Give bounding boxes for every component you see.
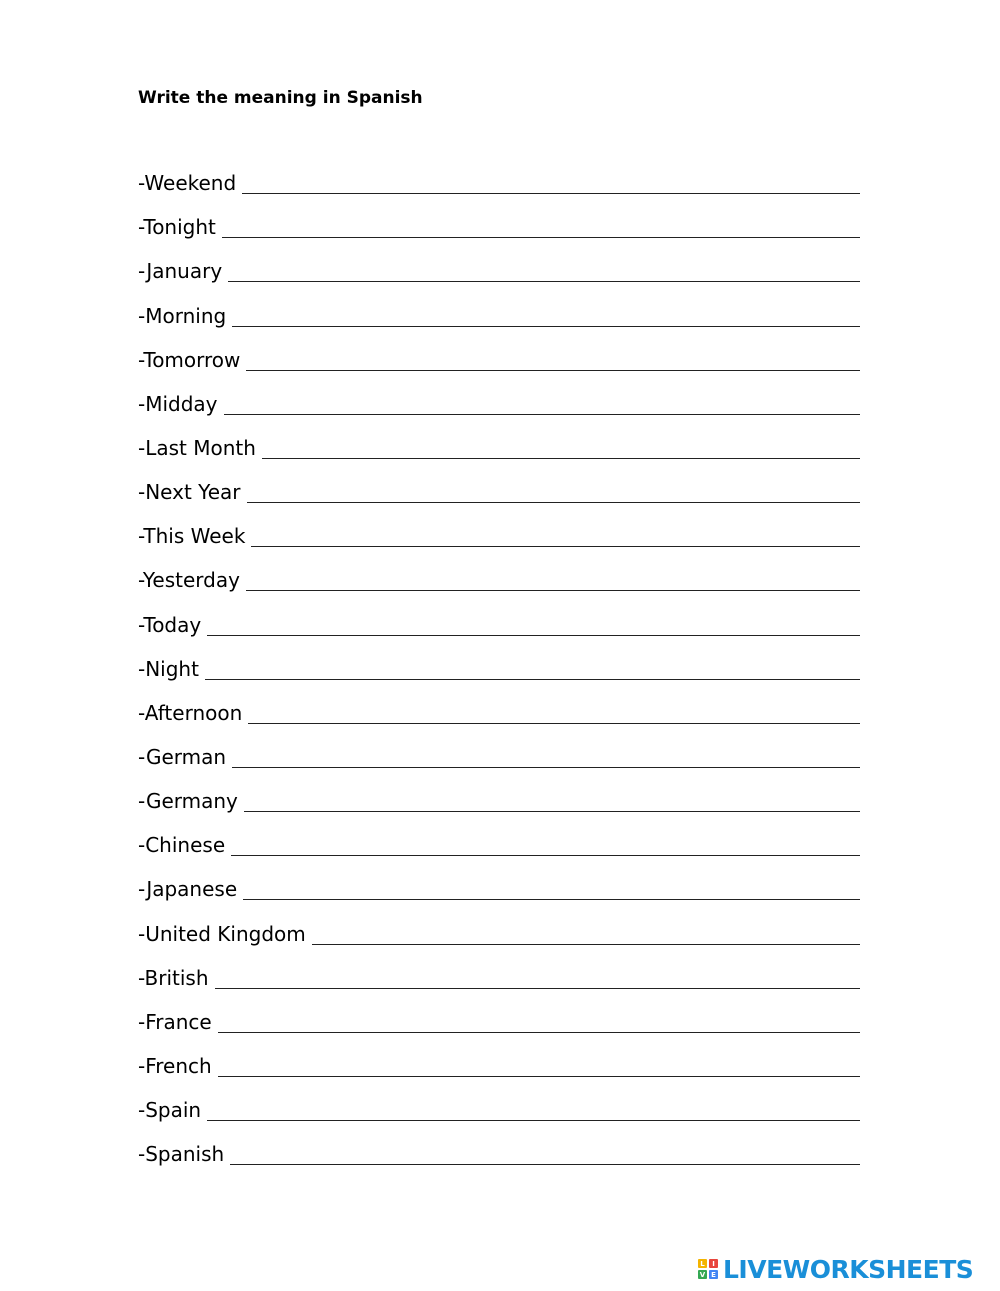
vocab-item-label: -Japanese <box>138 877 238 902</box>
vocab-item <box>138 826 860 870</box>
answer-field[interactable] <box>262 433 860 459</box>
answer-field[interactable] <box>218 1007 860 1033</box>
vocab-item <box>138 1047 860 1091</box>
answer-field[interactable] <box>246 565 860 591</box>
vocab-item-label: -Last Month <box>138 435 256 460</box>
answer-field[interactable] <box>248 698 860 724</box>
answer-field[interactable] <box>251 521 860 547</box>
worksheet-title: Write the meaning in Spanish <box>138 88 423 108</box>
vocab-item-label: -Germany <box>138 789 238 814</box>
vocab-item-label: -Tomorrow <box>138 347 241 372</box>
vocab-item <box>138 650 860 694</box>
vocab-item-label: -France <box>138 1009 212 1034</box>
answer-field[interactable] <box>228 256 860 282</box>
vocab-item <box>138 517 860 561</box>
answer-field[interactable] <box>218 1051 860 1077</box>
vocab-item-label: -Midday <box>138 391 218 416</box>
vocab-item <box>138 959 860 1003</box>
vocab-item-label: -Today <box>138 612 202 637</box>
answer-field[interactable] <box>232 742 860 768</box>
vocab-item <box>138 870 860 914</box>
logo-block-e: E <box>709 1270 718 1279</box>
vocab-item <box>138 296 860 340</box>
vocab-item-label: -Morning <box>138 303 227 328</box>
answer-field[interactable] <box>230 1139 860 1165</box>
vocab-item <box>138 782 860 826</box>
vocab-item <box>138 1003 860 1047</box>
answer-field[interactable] <box>231 830 860 856</box>
answer-field[interactable] <box>222 212 860 238</box>
answer-field[interactable] <box>215 963 861 989</box>
answer-field[interactable] <box>243 874 860 900</box>
liveworksheets-logo <box>698 1254 973 1284</box>
vocab-item <box>138 252 860 296</box>
vocab-item-label: -Spanish <box>138 1142 225 1167</box>
vocab-item-label: -British <box>138 965 209 990</box>
vocab-item-label: -Tonight <box>138 215 216 240</box>
vocab-item-label: -This Week <box>138 524 246 549</box>
vocab-item <box>138 605 860 649</box>
vocab-item-label: -Spain <box>138 1098 202 1123</box>
logo-text: LIVEWORKSHEETS <box>723 1254 974 1284</box>
vocab-item-label: -Weekend <box>138 171 237 196</box>
answer-field[interactable] <box>312 919 860 945</box>
vocab-item <box>138 429 860 473</box>
logo-block-i: I <box>709 1259 718 1268</box>
answer-field[interactable] <box>205 654 860 680</box>
vocab-item-label: -French <box>138 1053 212 1078</box>
vocab-item <box>138 738 860 782</box>
vocab-item <box>138 164 860 208</box>
vocab-item <box>138 561 860 605</box>
vocab-item-label: -Chinese <box>138 833 226 858</box>
vocab-item-label: -Afternoon <box>138 700 243 725</box>
vocab-item <box>138 473 860 517</box>
vocab-item-label: -Yesterday <box>138 568 240 593</box>
vocabulary-list <box>138 164 860 1179</box>
vocab-item <box>138 914 860 958</box>
vocab-item-label: -United Kingdom <box>138 921 306 946</box>
vocab-item <box>138 208 860 252</box>
vocab-item-label: -Next Year <box>138 480 241 505</box>
logo-blocks-icon <box>698 1259 718 1279</box>
vocab-item <box>138 1135 860 1179</box>
answer-field[interactable] <box>224 389 860 415</box>
vocab-item <box>138 1091 860 1135</box>
vocab-item-label: -German <box>138 744 227 769</box>
vocab-item-label: -January <box>138 259 223 284</box>
vocab-item <box>138 341 860 385</box>
answer-field[interactable] <box>207 1095 860 1121</box>
vocab-item <box>138 385 860 429</box>
vocab-item-label: -Night <box>138 656 199 681</box>
answer-field[interactable] <box>246 345 860 371</box>
answer-field[interactable] <box>207 610 860 636</box>
answer-field[interactable] <box>244 786 860 812</box>
answer-field[interactable] <box>247 477 860 503</box>
vocab-item <box>138 694 860 738</box>
logo-block-l: L <box>698 1259 707 1268</box>
logo-block-v: V <box>699 1270 706 1279</box>
answer-field[interactable] <box>242 168 860 194</box>
answer-field[interactable] <box>232 301 860 327</box>
